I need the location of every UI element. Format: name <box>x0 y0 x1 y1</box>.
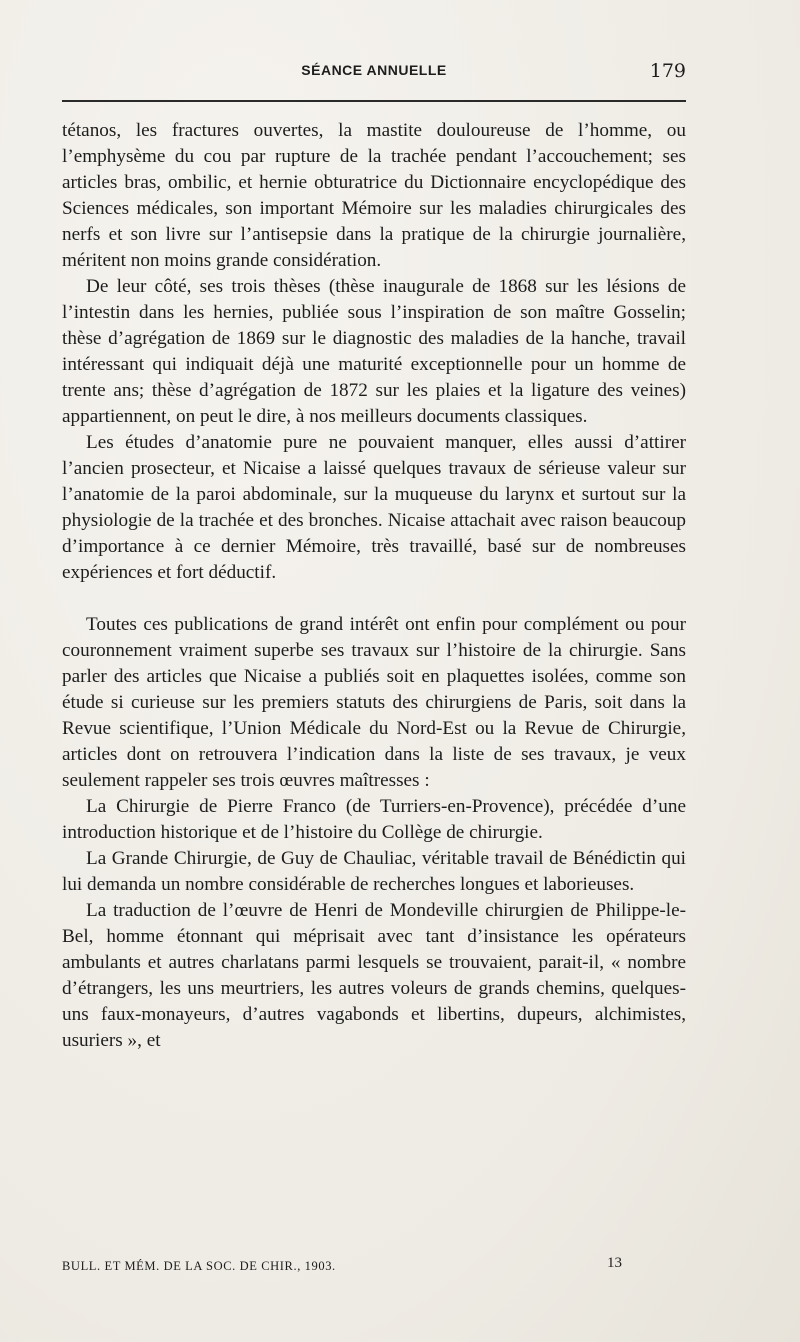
paragraph: La traduction de l’œuvre de Henri de Mondeville chirurgien de Philippe-le-Bel, homme étonnant qui méprisait avec tant d’insistance les opérateurs ambulants et autres charlatans parmi lesquels se trouvaient, parait-il, « nombre d’étrangers, les uns meurtriers, les autres voleurs de grands chemins, quelques-uns faux-monayeurs, d’autres vagabonds et libertins, dupeurs, alchimistes, usuriers », et <box>62 900 686 1051</box>
body-text <box>62 118 686 1054</box>
paragraph: Toutes ces publications de grand intérêt ont enfin pour complément ou pour couronnement vraiment superbe ses travaux sur l’histoire de la chirurgie. Sans parler des articles que Nicaise a publiés soit en plaquettes isolées, comme son étude si curieuse sur les premiers statuts des chirurgiens de Paris, soit dans la Revue scientifique, l’Union Médicale du Nord-Est ou la Revue de Chirurgie, articles dont on retrouvera l’indication dans la liste de ses travaux, je veux seulement rappeler ses trois œuvres maîtresses : <box>62 614 686 791</box>
footer-source: BULL. ET MÉM. DE LA SOC. DE CHIR., 1903. <box>62 1259 336 1273</box>
page-footer <box>62 1255 686 1277</box>
section-gap <box>62 586 686 612</box>
header-rule <box>62 100 686 102</box>
paragraph: La Chirurgie de Pierre Franco (de Turriers-en-Provence), précédée d’une introduction historique et de l’histoire du Collège de chirurgie. <box>62 796 686 843</box>
paragraph: La Grande Chirurgie, de Guy de Chauliac, véritable travail de Bénédictin qui lui demanda un nombre considérable de recherches longues et laborieuses. <box>62 848 686 895</box>
running-header <box>62 60 686 90</box>
paragraph: De leur côté, ses trois thèses (thèse inaugurale de 1868 sur les lésions de l’intestin dans les hernies, publiée sous l’inspiration de son maître Gosselin; thèse d’agrégation de 1869 sur le diagnostic des maladies de la hanche, travail intéressant qui indiquait déjà une maturité exceptionnelle pour un homme de trente ans; thèse d’agrégation de 1872 sur les plaies et la ligature des veines) appartiennent, on peut le dire, à nos meilleurs documents classiques. <box>62 276 686 427</box>
page-number: 179 <box>649 60 686 82</box>
paragraph: tétanos, les fractures ouvertes, la mastite douloureuse de l’homme, ou l’emphysème du cou par rupture de la trachée pendant l’accouchement; ses articles bras, ombilic, et hernie obturatrice du Dictionnaire encyclopédique des Sciences médicales, son important Mémoire sur les maladies chirurgicales des nerfs et son livre sur l’antisepsie dans la pratique de la chirurgie journalière, méritent non moins grande considération. <box>62 120 686 271</box>
paragraph: Les études d’anatomie pure ne pouvaient manquer, elles aussi d’attirer l’ancien prosecteur, et Nicaise a laissé quelques travaux de sérieuse valeur sur l’anatomie de la paroi abdominale, sur la muqueuse du larynx et surtout sur la physiologie de la trachée et des bronches. Nicaise attachait avec raison beaucoup d’importance à ce dernier Mémoire, très travaillé, basé sur de nombreuses expériences et fort déductif. <box>62 432 686 583</box>
header-title: SÉANCE ANNUELLE <box>301 62 447 78</box>
signature-mark: 13 <box>607 1255 622 1271</box>
